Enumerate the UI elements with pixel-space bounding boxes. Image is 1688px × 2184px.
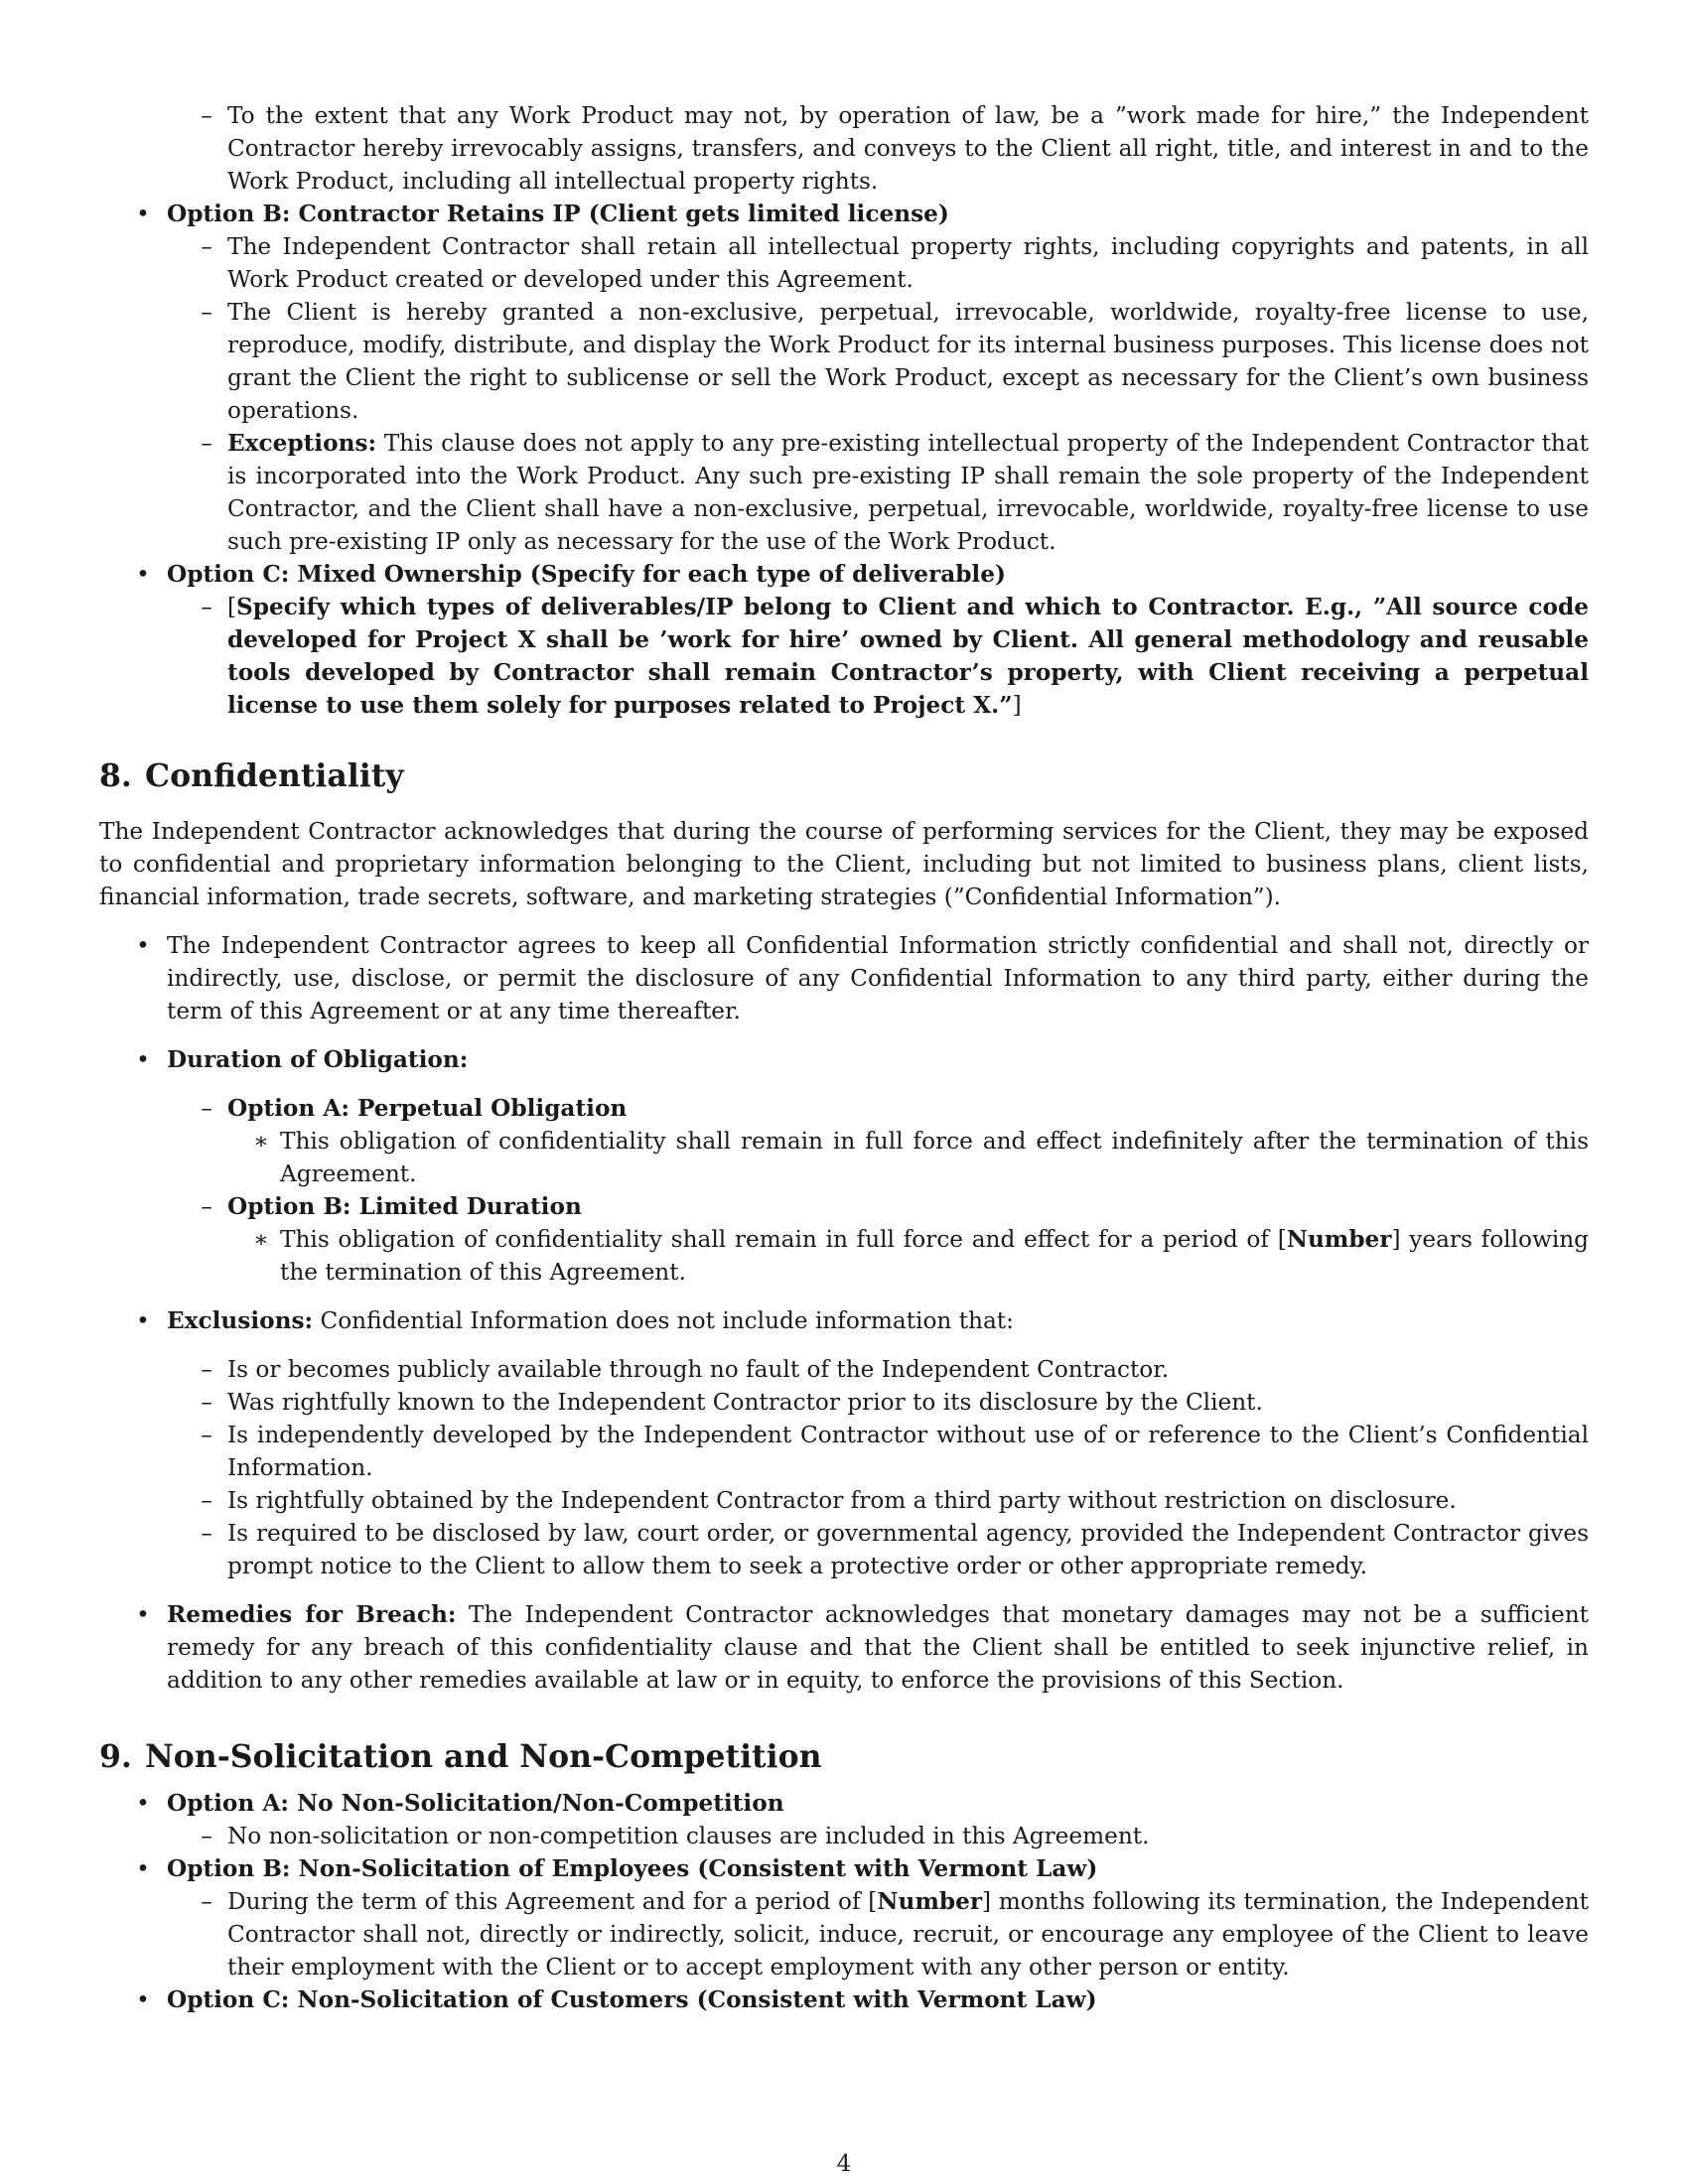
section8-exclusions-item xyxy=(99,1304,1589,1337)
dash-marker: – xyxy=(201,1389,212,1416)
bracket-open: [ xyxy=(1277,1226,1287,1253)
dash-marker: – xyxy=(201,1487,212,1514)
section7-optB-retain-item xyxy=(99,230,1589,296)
section7-optA-assignment-text: To the extent that any Work Product may not, by operation of law, be a ”work made for hire,” the Independent Contractor hereby irrevocably assigns, transfers, and conveys to the Client all right, title, and interest in and to the Work Product, including all intellectual property rights. xyxy=(227,102,1589,195)
dash-marker: – xyxy=(201,299,212,326)
bullet-marker: • xyxy=(136,1601,150,1628)
section9-optA-label: Option A: No Non-Solicitation/Non-Competition xyxy=(167,1790,784,1817)
star-marker: ∗ xyxy=(253,1226,269,1253)
section8-number-placeholder: Number xyxy=(1286,1226,1392,1253)
section8-keep-confidential-item xyxy=(99,929,1589,1027)
bullet-marker: • xyxy=(136,932,150,959)
section8-optB-item xyxy=(99,1190,1589,1223)
exclusion-text: Was rightfully known to the Independent Contractor prior to its disclosure by the Client. xyxy=(227,1389,1263,1416)
section9-optC-item xyxy=(99,1983,1589,2016)
section9-optB-label: Option B: Non-Solicitation of Employees (Consistent with Vermont Law) xyxy=(167,1855,1098,1882)
page-number: 4 xyxy=(836,2151,852,2177)
bullet-marker: • xyxy=(136,1046,150,1073)
exclusion-list-item xyxy=(99,1353,1589,1386)
dash-marker: – xyxy=(201,1520,212,1547)
section9-heading xyxy=(99,1737,1589,1777)
section8-keep-confidential-text: The Independent Contractor agrees to keep all Confidential Information strictly confidential and shall not, directly or indirectly, use, disclose, or permit the disclosure of any Confidential Information to any third party, either during the term of this Agreement or at any time thereafter. xyxy=(167,932,1589,1024)
exclusion-text: Is rightfully obtained by the Independent Contractor from a third party without restriction on disclosure. xyxy=(227,1487,1457,1514)
section8-remedies-label: Remedies for Breach: xyxy=(167,1601,457,1628)
section8-heading xyxy=(99,756,1589,796)
bracket-close: ] xyxy=(1012,692,1022,719)
dash-marker: – xyxy=(201,102,212,129)
section7-optA-assignment-item xyxy=(99,99,1589,198)
section9-title: Non-Solicitation and Non-Competition xyxy=(145,1738,822,1775)
star-marker: ∗ xyxy=(253,1128,269,1155)
section9-optB-item xyxy=(99,1852,1589,1885)
bracket-close: ] xyxy=(982,1888,992,1915)
bullet-marker: • xyxy=(136,1986,150,2013)
section9-optA-item xyxy=(99,1787,1589,1820)
section8-optA-text: This obligation of confidentiality shall remain in full force and effect indefinitely after the termination of this Agreement. xyxy=(280,1128,1589,1187)
section7-optC-label: Option C: Mixed Ownership (Specify for each type of deliverable) xyxy=(167,561,1006,588)
section8-duration-item xyxy=(99,1043,1589,1076)
section9-optC-label: Option C: Non-Solicitation of Customers (Consistent with Vermont Law) xyxy=(167,1986,1097,2013)
section7-optC-specify-item xyxy=(99,591,1589,722)
dash-marker: – xyxy=(201,594,212,620)
section9-optB-text-pre: During the term of this Agreement and for a period of xyxy=(227,1888,869,1915)
dash-marker: – xyxy=(201,1356,212,1383)
bullet-marker: • xyxy=(136,1307,150,1334)
section7-optB-license-item xyxy=(99,296,1589,427)
section8-optB-text-post: years following the termination of this Agreement. xyxy=(280,1226,1590,1286)
dash-marker: – xyxy=(201,1095,212,1122)
section8-optA-detail-item xyxy=(99,1125,1589,1190)
section8-title: Confidentiality xyxy=(145,757,404,794)
exclusion-list-item xyxy=(99,1517,1589,1582)
section9-number: 9. xyxy=(99,1738,132,1775)
exclusion-list-item xyxy=(99,1484,1589,1517)
dash-marker: – xyxy=(201,1193,212,1220)
section9-optA-detail-item xyxy=(99,1820,1589,1852)
section8-optB-detail-item xyxy=(99,1223,1589,1289)
bullet-marker: • xyxy=(136,561,150,588)
page-content xyxy=(99,99,1589,2016)
section7-optB-item xyxy=(99,198,1589,230)
exclusion-list-item xyxy=(99,1386,1589,1419)
section8-remedies-item xyxy=(99,1598,1589,1697)
section8-duration-label: Duration of Obligation: xyxy=(167,1046,469,1073)
dash-marker: – xyxy=(201,430,212,457)
section7-exceptions-label: Exceptions: xyxy=(227,430,377,457)
section8-optA-label: Option A: Perpetual Obligation xyxy=(227,1095,628,1122)
exclusion-text: Is or becomes publicly available through no fault of the Independent Contractor. xyxy=(227,1356,1170,1383)
section8-optB-text-pre: This obligation of confidentiality shall remain in full force and effect for a period of xyxy=(280,1226,1278,1253)
section8-number: 8. xyxy=(99,757,132,794)
bullet-marker: • xyxy=(136,1790,150,1817)
section7-optB-exceptions-item xyxy=(99,427,1589,558)
bracket-open: [ xyxy=(868,1888,878,1915)
section9-number-placeholder: Number xyxy=(877,1888,983,1915)
section7-optC-item xyxy=(99,558,1589,591)
dash-marker: – xyxy=(201,1422,212,1448)
section8-intro: The Independent Contractor acknowledges that during the course of performing services for the Client, they may be exposed to confidential and proprietary information belonging to the Client, including but not limited to business plans, client lists, financial information, trade secrets, software, and marketing strategies (”Confidential Information”). xyxy=(99,818,1589,910)
bullet-marker: • xyxy=(136,1855,150,1882)
section7-optB-license-text: The Client is hereby granted a non-exclusive, perpetual, irrevocable, worldwide, royalty-free license to use, reproduce, modify, distribute, and display the Work Product for its internal business purposes. This license does not grant the Client the right to sublicense or sell the Work Product, except as necessary for the Client’s own business operations. xyxy=(227,299,1589,424)
section7-exceptions-text: This clause does not apply to any pre-existing intellectual property of the Independent Contractor that is incorporated into the Work Product. Any such pre-existing IP shall remain the sole property of the Independent Contractor, and the Client shall have a non-exclusive, perpetual, irrevocable, worldwide, royalty-free license to use such pre-existing IP only as necessary for the use of the Work Product. xyxy=(227,430,1589,555)
dash-marker: – xyxy=(201,1823,212,1849)
dash-marker: – xyxy=(201,233,212,260)
section7-optC-placeholder: Specify which types of deliverables/IP belong to Client and which to Contractor. E.g., ”All source code developed for Project X shall be ’work for hire’ owned by Client. All general methodology and reusable tools developed by Contractor shall remain Contractor’s property, with Client receiving a perpetual license to use them solely for purposes related to Project X.” xyxy=(227,594,1589,719)
bracket-close: ] xyxy=(1391,1226,1401,1253)
exclusion-text: Is independently developed by the Independent Contractor without use of or reference to the Client’s Confidential Information. xyxy=(227,1422,1589,1481)
exclusion-text: Is required to be disclosed by law, court order, or governmental agency, provided the Independent Contractor gives prompt notice to the Client to allow them to seek a protective order or other appropriate remedy. xyxy=(227,1520,1589,1579)
exclusion-list-item xyxy=(99,1419,1589,1484)
section9-optA-text: No non-solicitation or non-competition clauses are included in this Agreement. xyxy=(227,1823,1150,1849)
dash-marker: – xyxy=(201,1888,212,1915)
section8-optA-item xyxy=(99,1092,1589,1125)
bullet-marker: • xyxy=(136,201,150,227)
section9-optB-detail-item xyxy=(99,1885,1589,1983)
section8-exclusions-text: Confidential Information does not include information that: xyxy=(320,1307,1014,1334)
section8-exclusions-label: Exclusions: xyxy=(167,1307,314,1334)
section7-optB-label: Option B: Contractor Retains IP (Client gets limited license) xyxy=(167,201,949,227)
section8-remedies-text: The Independent Contractor acknowledges that monetary damages may not be a sufficient remedy for any breach of this confidentiality clause and that the Client shall be entitled to seek injunctive relief, in addition to any other remedies available at law or in equity, to enforce the provisions of this Section. xyxy=(167,1601,1589,1694)
section8-optB-label: Option B: Limited Duration xyxy=(227,1193,582,1220)
section9-optB-text-post: months following its termination, the Independent Contractor shall not, directly or indirectly, solicit, induce, recruit, or encourage any employee of the Client to leave their employment with the Client or to accept employment with any other person or entity. xyxy=(227,1888,1590,1980)
section7-optB-retain-text: The Independent Contractor shall retain all intellectual property rights, including copyrights and patents, in all Work Product created or developed under this Agreement. xyxy=(227,233,1589,293)
bracket-open: [ xyxy=(227,594,237,620)
